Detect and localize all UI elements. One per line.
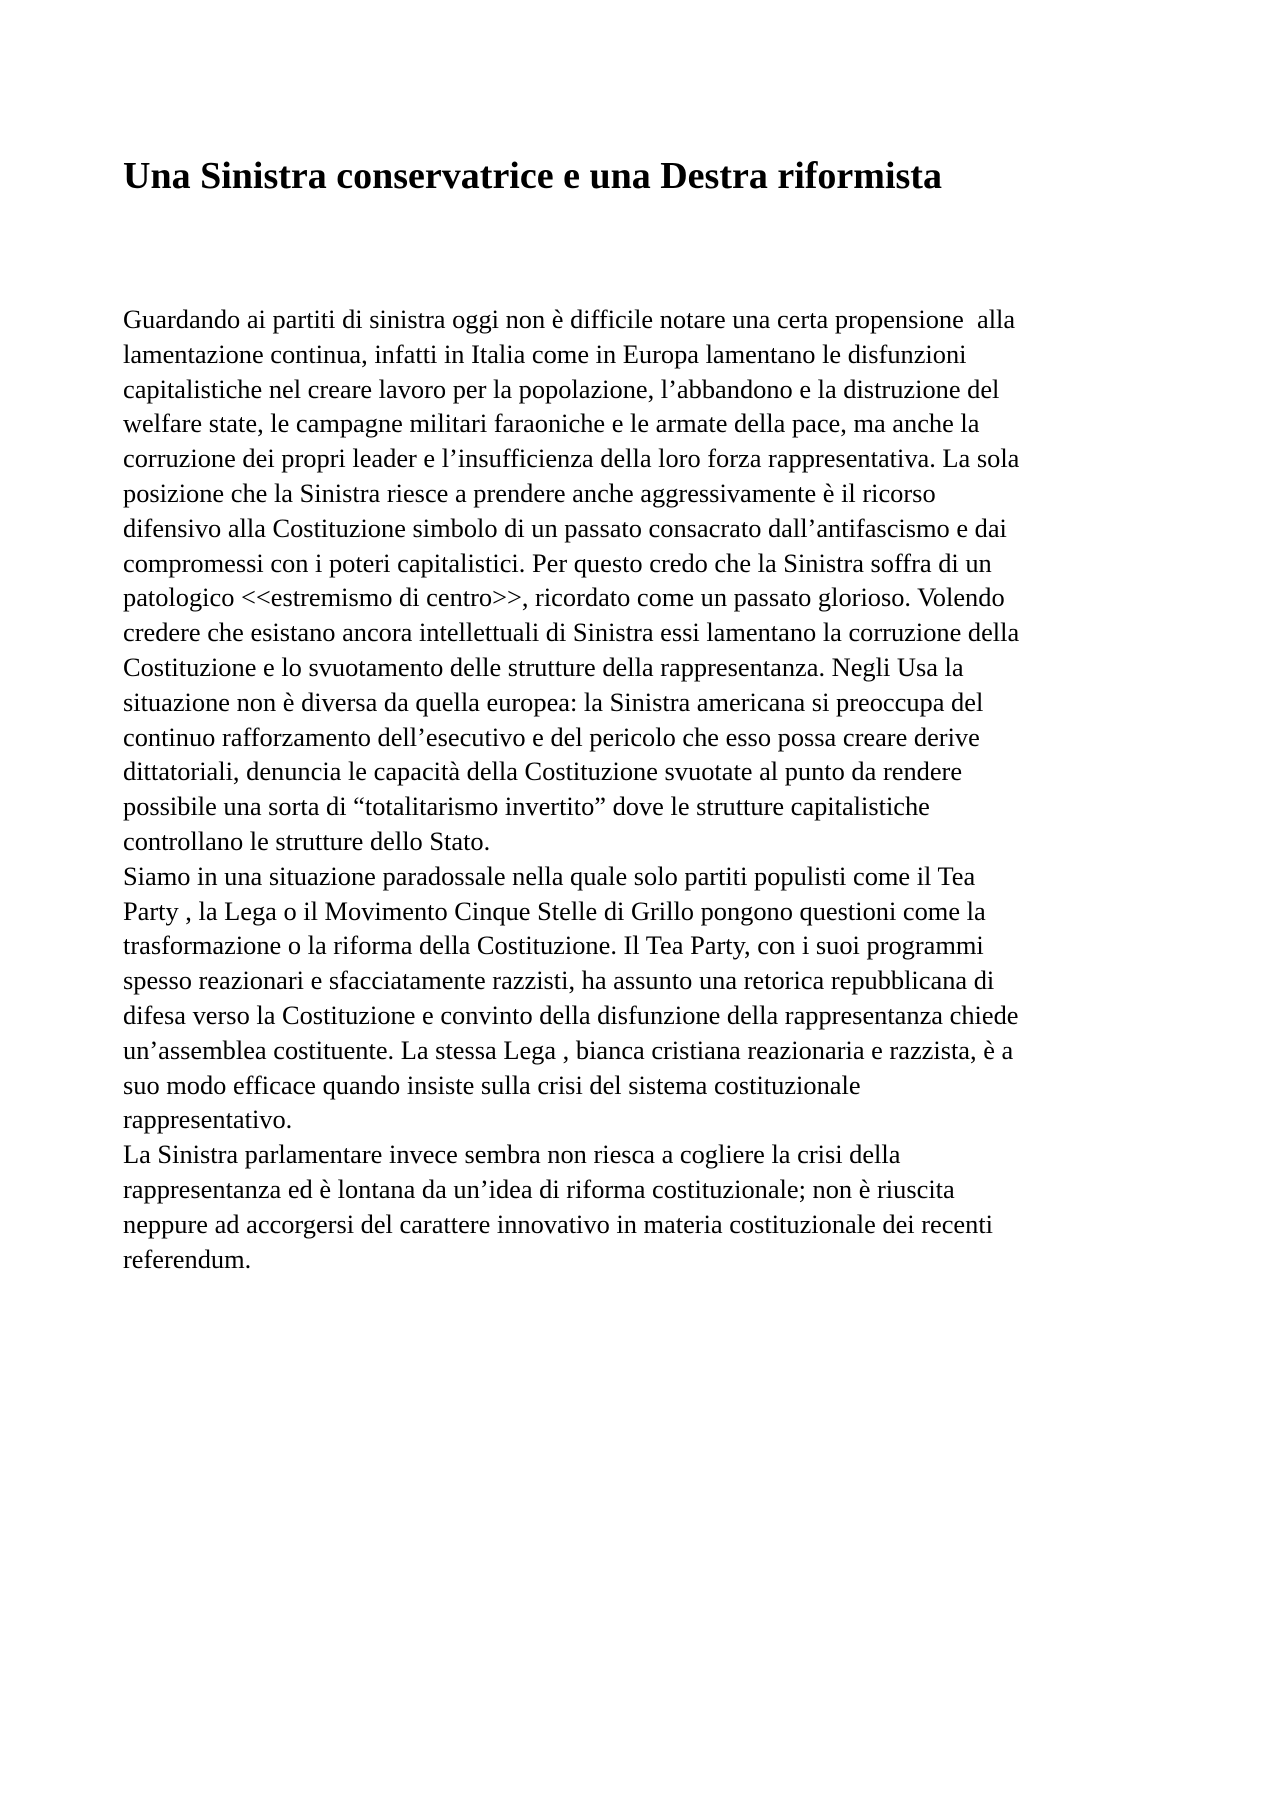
- body-line: compromessi con i poteri capitalistici. Per questo credo che la Sinistra soffra di un: [123, 547, 992, 578]
- document-body: [123, 302, 1163, 1276]
- body-line: La Sinistra parlamentare invece sembra non riesca a cogliere la crisi della: [123, 1139, 901, 1170]
- body-line: controllano le strutture dello Stato.: [123, 825, 491, 856]
- body-line: rappresentativo.: [123, 1104, 293, 1135]
- body-line: lamentazione continua, infatti in Italia come in Europa lamentano le disfunzioni: [123, 338, 967, 369]
- body-line: credere che esistano ancora intellettuali di Sinistra essi lamentano la corruzione della: [123, 617, 1020, 648]
- body-line: Costituzione e lo svuotamento delle strutture della rappresentanza. Negli Usa la: [123, 651, 964, 682]
- body-line: suo modo efficace quando insiste sulla crisi del sistema costituzionale: [123, 1069, 861, 1100]
- body-line: welfare state, le campagne militari faraoniche e le armate della pace, ma anche la: [123, 408, 980, 439]
- body-line: patologico <<estremismo di centro>>, ricordato come un passato glorioso. Volendo: [123, 582, 1005, 613]
- body-line: trasformazione o la riforma della Costituzione. Il Tea Party, con i suoi programmi: [123, 930, 984, 961]
- body-line: neppure ad accorgersi del carattere innovativo in materia costituzionale dei recenti: [123, 1208, 994, 1239]
- body-line: spesso reazionari e sfacciatamente razzisti, ha assunto una retorica repubblicana di: [123, 965, 995, 996]
- body-line: posizione che la Sinistra riesce a prendere anche aggressivamente è il ricorso: [123, 477, 936, 508]
- body-line: rappresentanza ed è lontana da un’idea di riforma costituzionale; non è riuscita: [123, 1173, 955, 1204]
- body-line: situazione non è diversa da quella europea: la Sinistra americana si preoccupa del: [123, 686, 984, 717]
- body-line: difesa verso la Costituzione e convinto della disfunzione della rappresentanza chiede: [123, 999, 1019, 1030]
- body-line: capitalistiche nel creare lavoro per la popolazione, l’abbandono e la distruzione del: [123, 373, 1000, 404]
- body-line: difensivo alla Costituzione simbolo di un passato consacrato dall’antifascismo e dai: [123, 512, 1007, 543]
- body-line: possibile una sorta di “totalitarismo invertito” dove le strutture capitalistiche: [123, 791, 930, 822]
- body-line: dittatoriali, denuncia le capacità della Costituzione svuotate al punto da rendere: [123, 756, 963, 787]
- body-line: Party , la Lega o il Movimento Cinque Stelle di Grillo pongono questioni come la: [123, 895, 986, 926]
- body-line: referendum.: [123, 1243, 252, 1274]
- body-line: continuo rafforzamento dell’esecutivo e del pericolo che esso possa creare derive: [123, 721, 980, 752]
- body-line: Guardando ai partiti di sinistra oggi non è difficile notare una certa propensione alla: [123, 304, 1016, 334]
- body-line: Siamo in una situazione paradossale nella quale solo partiti populisti come il Tea: [123, 860, 976, 891]
- body-line: corruzione dei propri leader e l’insufficienza della loro forza rappresentativa. La sola: [123, 443, 1020, 474]
- document-title: Una Sinistra conservatrice e una Destra riformista: [123, 155, 942, 197]
- body-line: un’assemblea costituente. La stessa Lega , bianca cristiana reazionaria e razzista, è a: [123, 1034, 1014, 1065]
